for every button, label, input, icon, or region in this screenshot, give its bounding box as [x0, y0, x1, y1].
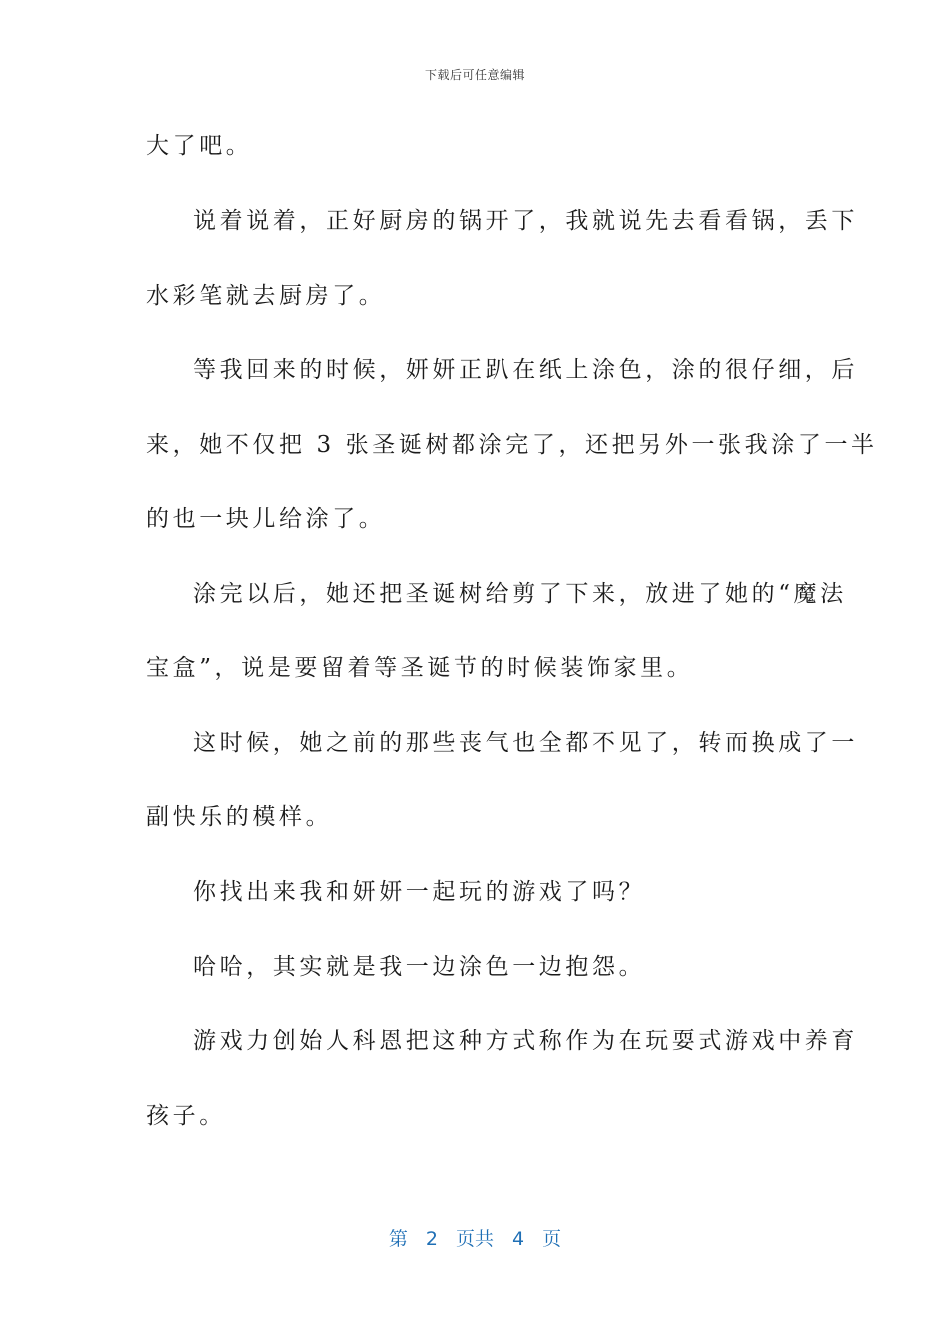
text-line: 游戏力创始人科恩把这种方式称作为在玩耍式游戏中养育	[193, 1028, 858, 1054]
total-pages-number: 4	[512, 1228, 525, 1250]
text-line: 涂完以后，她还把圣诞树给剪了下来，放进了她的“魔法	[193, 581, 847, 607]
text-line: 哈哈，其实就是我一边涂色一边抱怨。	[193, 954, 646, 980]
text-line: 你找出来我和妍妍一起玩的游戏了吗？	[193, 879, 646, 905]
text-line: 说着说着，正好厨房的锅开了，我就说先去看看锅，丢下	[193, 208, 858, 234]
text-line: 宝盒”，说是要留着等圣诞节的时候装饰家里。	[146, 655, 694, 681]
page-header: 下载后可任意编辑	[424, 68, 525, 82]
footer-label-total-pre: 页共	[455, 1228, 494, 1250]
text-line: 水彩笔就去厨房了。	[146, 283, 386, 309]
text-line: 来，她不仅把 3 张圣诞树都涂完了，还把另外一张我涂了一半	[146, 432, 878, 458]
footer-label-total-post: 页	[542, 1228, 562, 1250]
current-page-number: 2	[425, 1228, 438, 1250]
text-line: 等我回来的时候，妍妍正趴在纸上涂色，涂的很仔细，后	[193, 357, 858, 383]
text-line: 这时候，她之前的那些丧气也全都不见了，转而换成了一	[193, 730, 858, 756]
text-line: 副快乐的模样。	[146, 804, 333, 830]
text-line: 孩子。	[146, 1103, 226, 1129]
page-footer	[0, 1224, 950, 1251]
text-line: 的也一块儿给涂了。	[146, 506, 386, 532]
text-line: 大了吧。	[146, 133, 253, 159]
footer-label-page: 第	[388, 1228, 408, 1250]
